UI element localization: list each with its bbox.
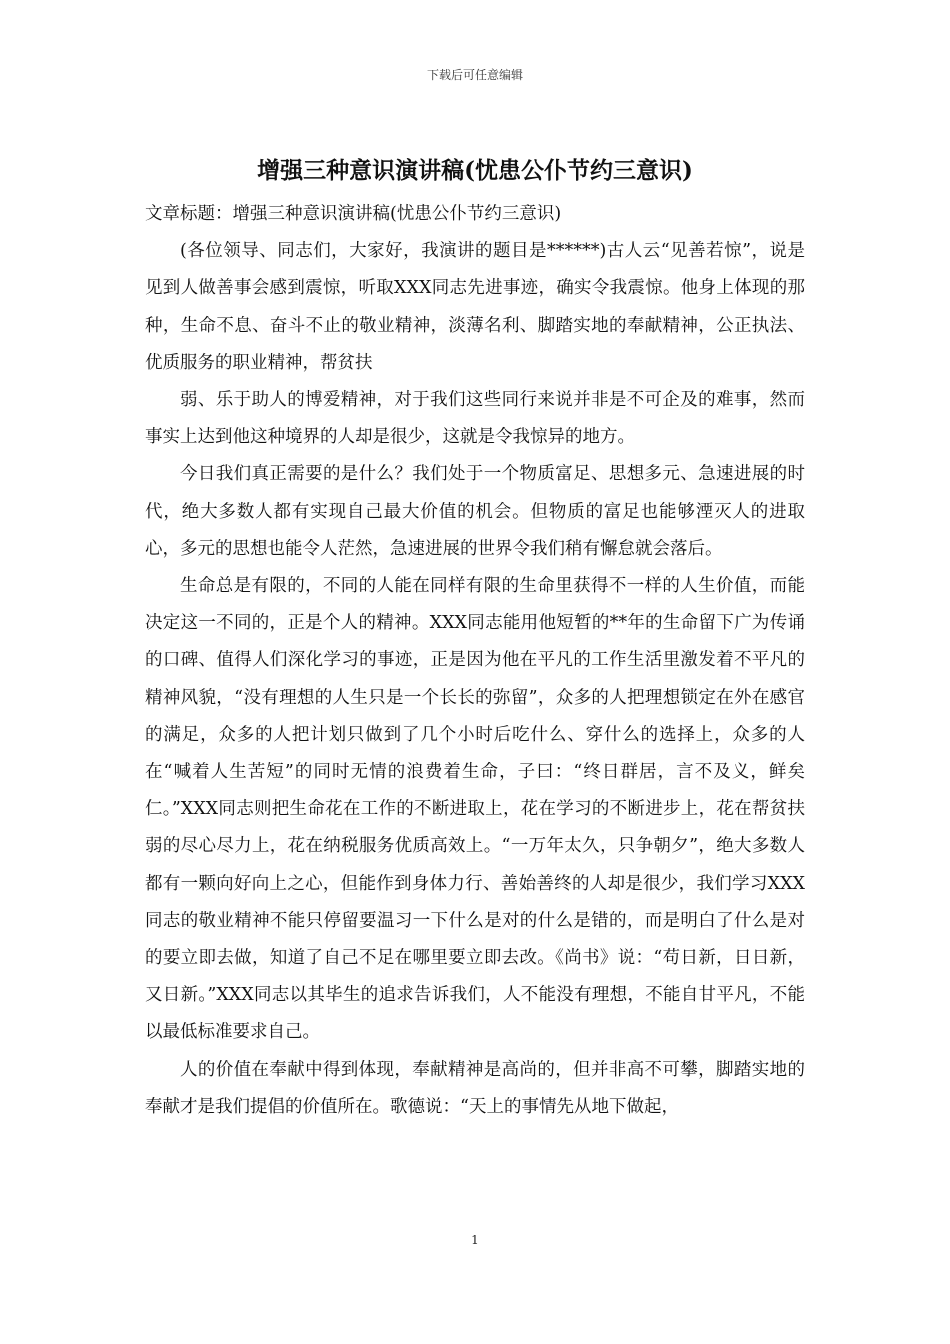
paragraph: (各位领导、同志们，大家好，我演讲的题目是******)古人云“见善若惊”，说是见到人做善事会感到震惊，听取XXX同志先进事迹，确实令我震惊。他身上体现的那种，生命不息、奋斗不止的敬业精神，淡薄名利、脚踏实地的奉献精神，公正执法、优质服务的职业精神，帮贫扶 xyxy=(145,241,805,373)
paragraph: 今日我们真正需要的是什么？我们处于一个物质富足、思想多元、急速进展的时代，绝大多数人都有实现自己最大价值的机会。但物质的富足也能够湮灭人的进取心，多元的思想也能令人茫然，急速进展的世界令我们稍有懈怠就会落后。 xyxy=(145,464,805,559)
paragraph: 人的价值在奉献中得到体现，奉献精神是高尚的，但并非高不可攀，脚踏实地的奉献才是我们提倡的价值所在。歌德说：“天上的事情先从地下做起， xyxy=(145,1059,805,1117)
page-header: 下载后可任意编辑 xyxy=(426,68,523,82)
document-title: 增强三种意识演讲稿(忧患公仆节约三意识) xyxy=(257,157,693,184)
paragraph: 生命总是有限的，不同的人能在同样有限的生命里获得不一样的人生价值，而能决定这一不同的，正是个人的精神。XXX同志能用他短暂的**年的生命留下广为传诵的口碑、值得人们深化学习的事迹，正是因为他在平凡的工作生活里激发着不平凡的精神风貌，“没有理想的人生只是一个长长的弥留”，众多的人把理想锁定在外在感官的满足，众多的人把计划只做到了几个小时后吃什么、穿什么的选择上，众多的人在“喊着人生苦短”的同时无情的浪费着生命，子曰：“终日群居，言不及义，鲜矣仁。”XXX同志则把生命花在工作的不断进取上，花在学习的不断进步上，花在帮贫扶弱的尽心尽力上，花在纳税服务优质高效上。“一万年太久，只争朝夕”，绝大多数人都有一颗向好向上之心，但能作到身体力行、善始善终的人却是很少，我们学习XXX同志的敬业精神不能只停留要温习一下什么是对的什么是错的，而是明白了什么是对的要立即去做，知道了自己不足在哪里要立即去改。《尚书》说：“苟日新，日日新，又日新。”XXX同志以其毕生的追求告诉我们，人不能没有理想，不能自甘平凡，不能以最低标准要求自己。 xyxy=(145,576,805,1043)
page-number: 1 xyxy=(471,1233,479,1247)
document-body xyxy=(145,196,805,1126)
paragraph: 弱、乐于助人的博爱精神，对于我们这些同行来说并非是不可企及的难事，然而事实上达到他这种境界的人却是很少，这就是令我惊异的地方。 xyxy=(145,390,805,448)
article-title-line: 文章标题：增强三种意识演讲稿(忧患公仆节约三意识) xyxy=(145,204,562,224)
